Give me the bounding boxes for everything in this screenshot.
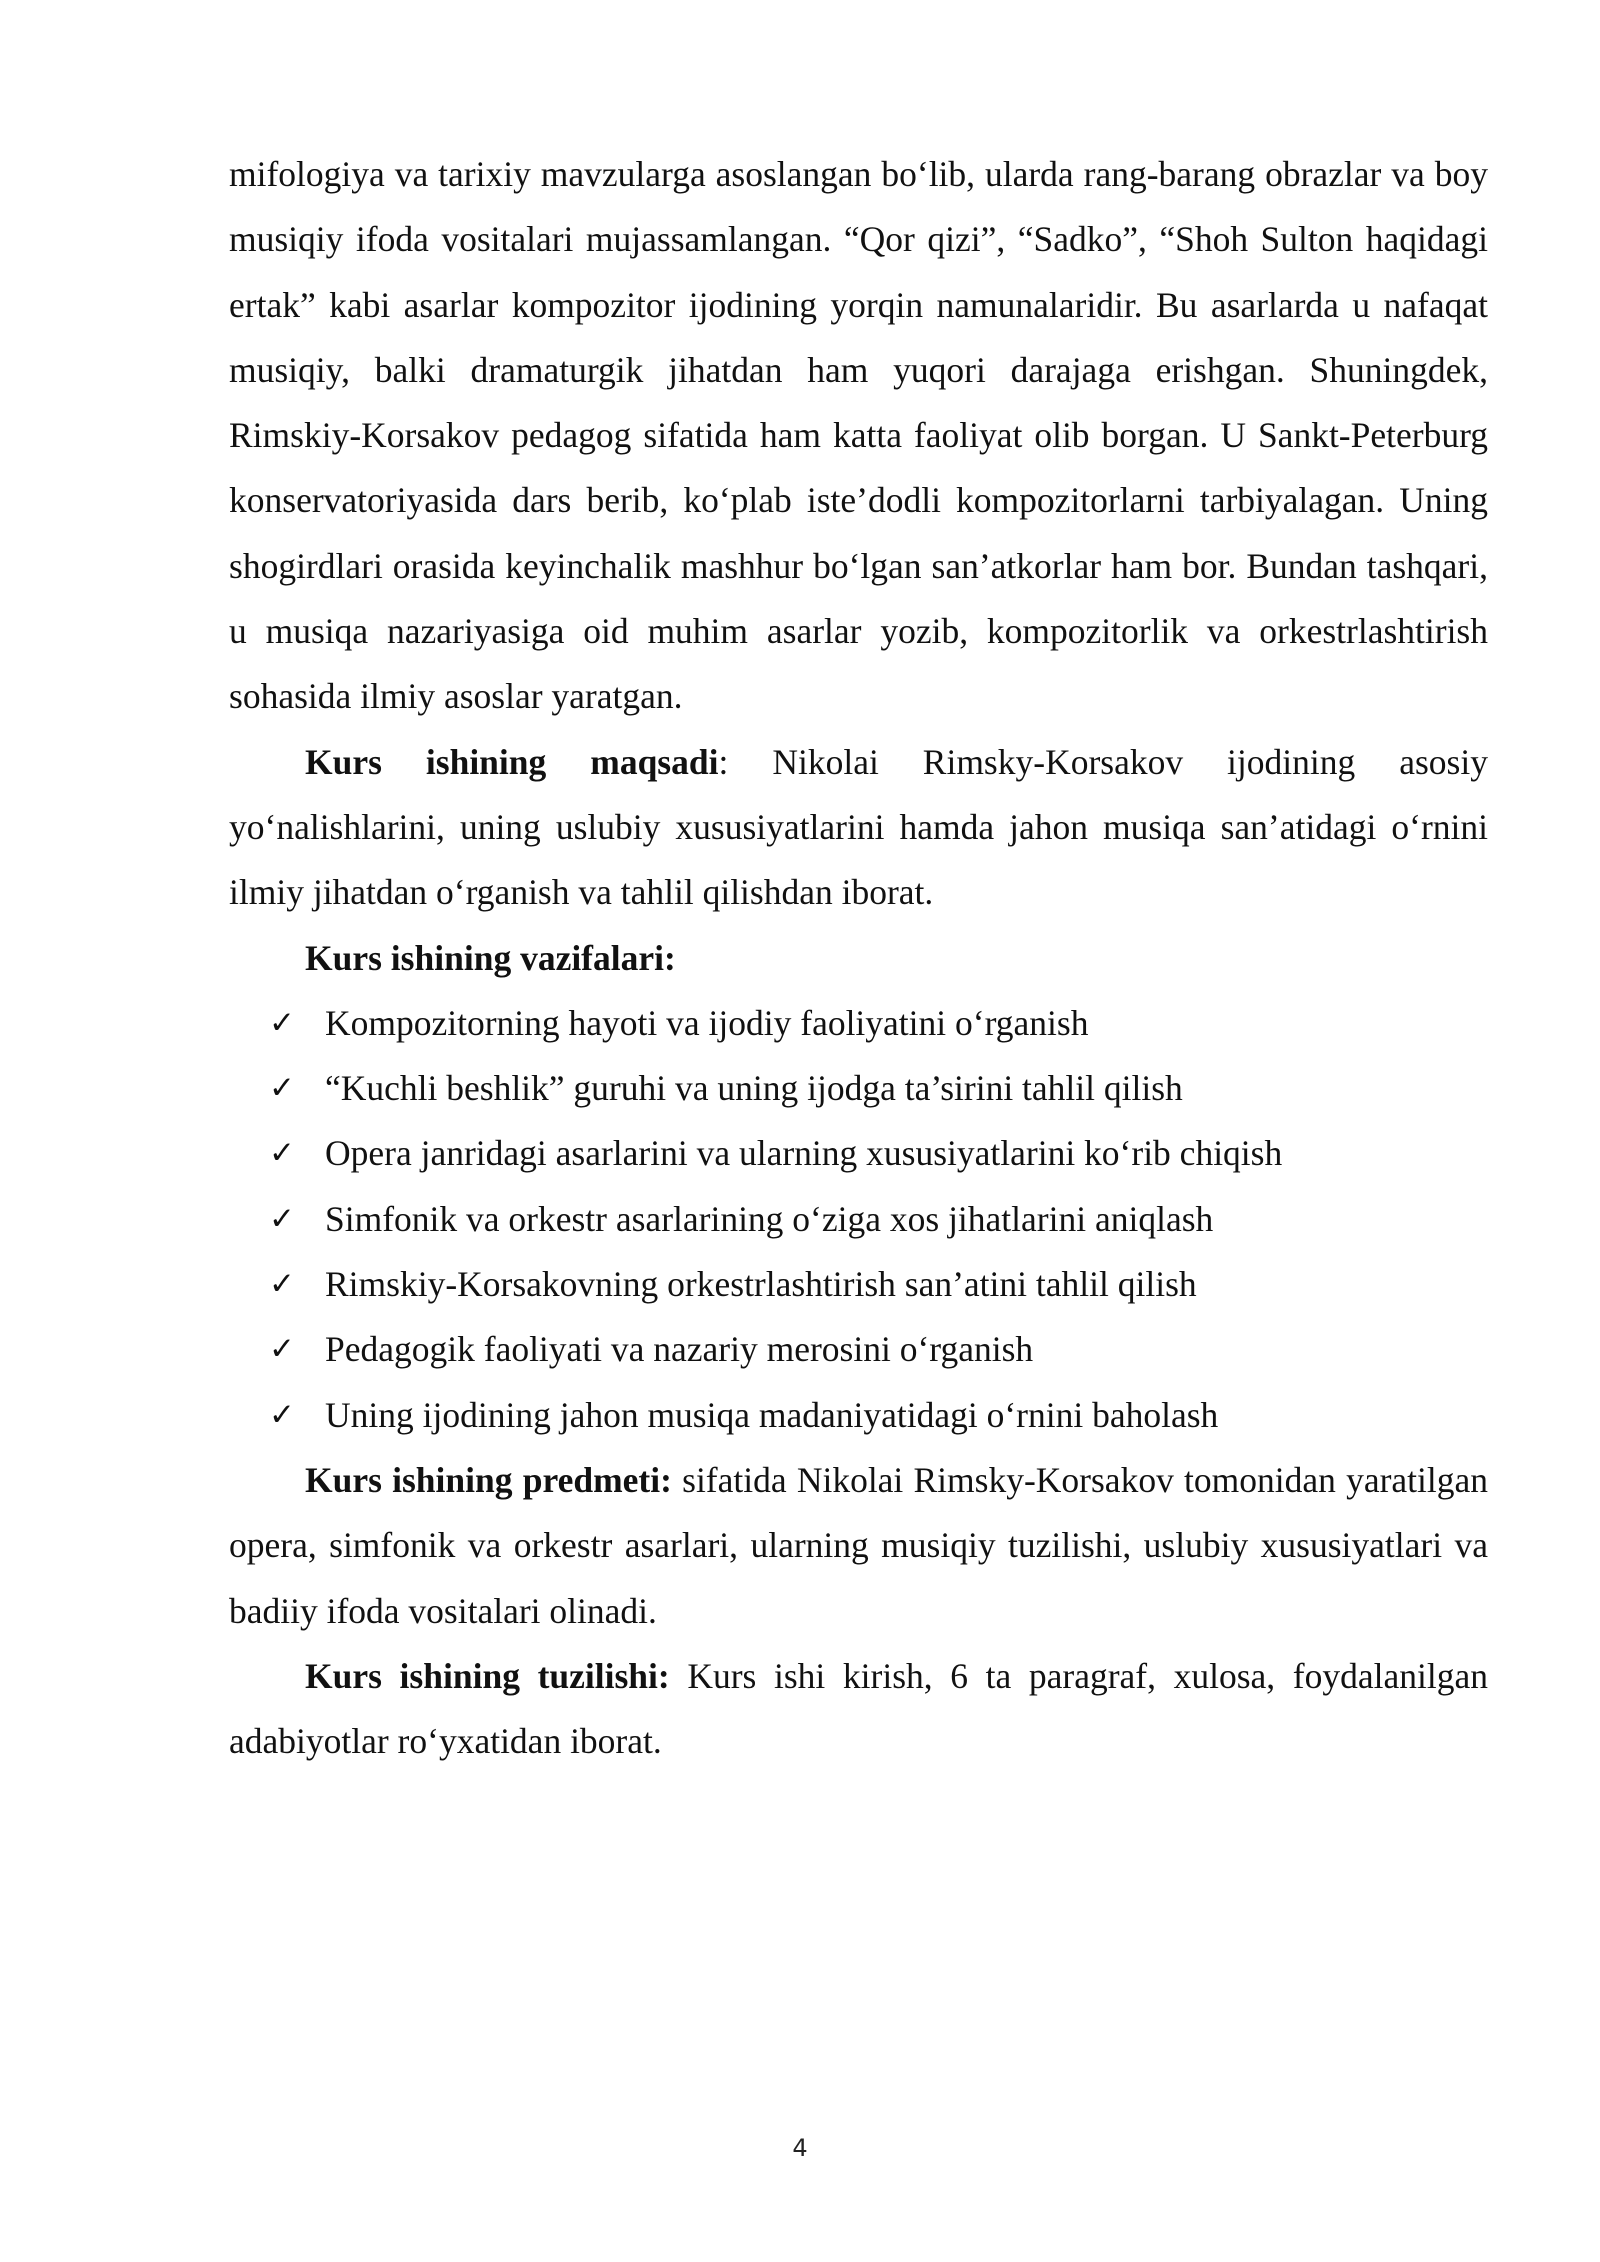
- structure-label: Kurs ishining tuzilishi:: [305, 1655, 670, 1696]
- list-item-text: Simfonik va orkestr asarlarining o‘ziga xos jihatlarini aniqlash: [325, 1198, 1214, 1239]
- list-item-text: Uning ijodining jahon musiqa madaniyatidagi o‘rnini baholash: [325, 1394, 1219, 1435]
- goal-text: Nikolai Rimsky-Korsakov ijodining asosiy yo‘nalishlarini, uning uslubiy xususiyatlarini hamda jahon musiqa san’atidagi o‘rnini ilmiy jihatdan o‘rganish va tahlil qilishdan iborat.: [229, 741, 1488, 913]
- checkmark-icon: ✓: [269, 1070, 295, 1107]
- list-item: [229, 1056, 1488, 1121]
- list-item: [229, 1252, 1488, 1317]
- structure-paragraph: [229, 1644, 1488, 1775]
- page-number: 4: [792, 2134, 808, 2162]
- subject-label: Kurs ishining predmeti:: [305, 1459, 672, 1500]
- list-item: [229, 1383, 1488, 1448]
- tasks-heading-paragraph: [229, 926, 1488, 991]
- list-item-text: “Kuchli beshlik” guruhi va uning ijodga ta’sirini tahlil qilish: [325, 1068, 1183, 1109]
- tasks-list: [229, 991, 1488, 1448]
- list-item: [229, 1187, 1488, 1252]
- checkmark-icon: ✓: [269, 1266, 295, 1303]
- tasks-label: Kurs ishining vazifalari:: [305, 937, 676, 978]
- checkmark-icon: ✓: [269, 1135, 295, 1172]
- list-item: [229, 1317, 1488, 1382]
- list-item-text: Rimskiy-Korsakovning orkestrlashtirish san’atini tahlil qilish: [325, 1264, 1197, 1305]
- intro-paragraph: mifologiya va tarixiy mavzularga asoslangan bo‘lib, ularda rang-barang obrazlar va boy musiqiy ifoda vositalari mujassamlangan. “Qor qizi”, “Sadko”, “Shoh Sulton haqidagi ertak” kabi asarlar kompozitor ijodining yorqin namunalaridir. Bu asarlarda u nafaqat musiqiy, balki dramaturgik jihatdan ham yuqori darajaga erishgan. Shuningdek, Rimskiy-Korsakov pedagog sifatida ham katta faoliyat olib borgan. U Sankt-Peterburg konservatoriyasida dars berib, ko‘plab iste’dodli kompozitorlarni tarbiyalagan. Uning shogirdlari orasida keyinchalik mashhur bo‘lgan san’atkorlar ham bor. Bundan tashqari, u musiqa nazariyasiga oid muhim asarlar yozib, kompozitorlik va orkestrlashtirish sohasida ilmiy asoslar yaratgan.: [229, 154, 1488, 717]
- list-item-text: Kompozitorning hayoti va ijodiy faoliyatini o‘rganish: [325, 1002, 1089, 1043]
- subject-text: sifatida Nikolai Rimsky-Korsakov tomonidan yaratilgan opera, simfonik va orkestr asarlari, ularning musiqiy tuzilishi, uslubiy xususiyatlari va badiiy ifoda vositalari olinadi.: [229, 1459, 1488, 1631]
- page-content: [229, 142, 1488, 1774]
- goal-separator: :: [718, 741, 729, 782]
- subject-paragraph: [229, 1448, 1488, 1644]
- checkmark-icon: ✓: [269, 1200, 295, 1237]
- list-item-text: Pedagogik faoliyati va nazariy merosini o‘rganish: [325, 1329, 1034, 1370]
- goal-label: Kurs ishining maqsadi: [305, 741, 719, 782]
- checkmark-icon: ✓: [269, 1396, 295, 1433]
- checkmark-icon: ✓: [269, 1004, 295, 1041]
- list-item-text: Opera janridagi asarlarini va ularning xususiyatlarini ko‘rib chiqish: [325, 1133, 1283, 1174]
- list-item: [229, 1121, 1488, 1186]
- checkmark-icon: ✓: [269, 1331, 295, 1368]
- list-item: [229, 991, 1488, 1056]
- structure-text: Kurs ishi kirish, 6 ta paragraf, xulosa, foydalanilgan adabiyotlar ro‘yxatidan iborat.: [229, 1655, 1488, 1762]
- goal-paragraph: [229, 730, 1488, 926]
